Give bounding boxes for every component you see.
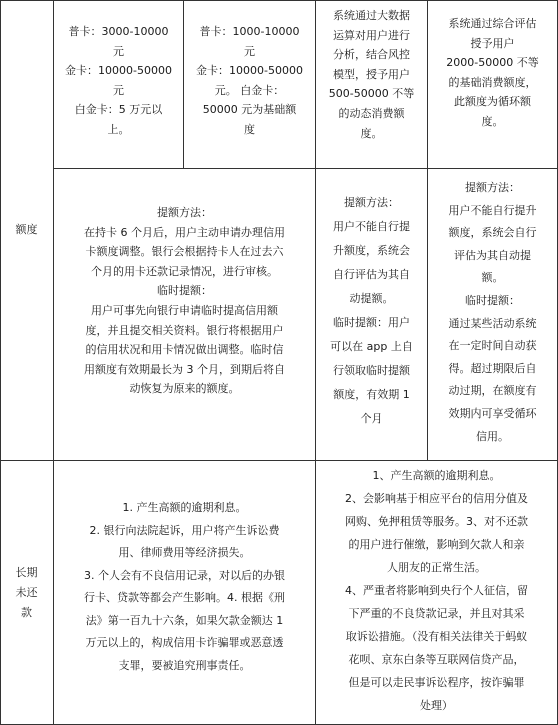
text-line: 可以在 app 上自 [330,340,413,353]
label-lines [16,563,38,623]
text-line: 效期内可享受循环 [448,406,537,420]
text-line: 动过期，在额度有 [448,384,537,398]
quota-tier-bank-basic [54,0,184,169]
text-line: 度 [244,122,255,136]
quota-tier-huabei [316,0,428,169]
text-line: 用、律师费用等经济损失。 [118,546,251,559]
text-line: 行领取临时提额 [333,364,410,377]
text-line: 元 [244,44,255,58]
text-line: 度。 [360,126,383,140]
text-line: 取诉讼措施。（没有相关法律关于蚂蚁 [345,630,528,643]
text-line: 授予用户 [470,36,515,50]
text-line: 2. 银行向法院起诉，用户将产生诉讼费 [89,523,280,537]
text-line: 用户不能自行提 [333,220,410,233]
text-line: 个月的用卡还款记录情况，进行审核。 [91,264,278,278]
text-line: 上。 [107,122,130,136]
text-line: 的信用状况和用卡情况做出调整。临时信 [85,343,284,357]
text-line: 1、产生高额的逾期利息。 [372,469,501,482]
overdue-lines [58,497,311,677]
text-line: 500-50000 不等 [328,87,415,101]
text-line: 度，并且提交相关资料。银行将根据用户 [85,323,284,337]
text-line: 额度，系统会自行 [448,226,537,240]
text-line: 元 [113,44,124,58]
raise-lines [319,191,424,431]
tier-lines [319,6,424,143]
text-line: 用户不能自行提升 [448,203,537,217]
text-line: 普卡：1000-10000 [199,25,300,38]
text-line: 信用。 [476,429,509,443]
text-line: 临时提额： [157,284,212,298]
text-line: 网购、免押租赁等服务。3、对不还款 [345,515,528,528]
text-line: 的基础消费额度， [448,75,537,89]
text-line: 元 [113,83,124,97]
text-line: 额度，有效期 1 [333,388,410,401]
text-line: 临时提额：用户 [333,316,410,329]
text-line: 额。 [481,271,504,285]
text-line: 升额度，系统会 [333,244,410,257]
text-line: 2、会影响基于相应平台的信用分值及 [345,492,528,505]
text-line: 提额方法： [157,206,212,219]
text-line: 提额方法： [344,196,399,209]
text-line: 法》第一百九十六条，如果欠款金额达 1 [85,613,284,627]
text-line: 模型，授予用户 [333,67,410,81]
text-line: 白金卡：5 万元以 [74,103,163,117]
tier-lines [431,14,554,132]
text-line: 3. 个人会有不良信用记录，对以后的办银 [84,568,285,582]
row-label-quota: 额度 [0,0,54,461]
text-line: 提额方法： [465,181,520,194]
quota-raise-baitiao [428,169,558,461]
text-line: 但是可以走民事诉讼程序，按诈骗罪 [348,676,525,689]
text-line: 普卡：3000-10000 [68,25,169,38]
text-line: 通过某些活动系统 [448,316,537,330]
quota-raise-bank [54,169,316,461]
text-line: 临时提额： [465,293,520,307]
text-line: 用额度有效期最长为 3 个月，到期后将自 [84,362,285,376]
text-line: 款 [21,605,32,619]
text-line: 元。 白金卡： [214,83,285,97]
text-line: 行卡、贷款等都会产生影响。4. 根据《刑 [84,591,285,604]
text-line: 长期 [15,565,38,579]
tier-lines [58,22,179,140]
text-line: 处理） [420,699,453,712]
text-line: 2000-50000 不等 [446,56,539,70]
text-line: 运算对用户进行 [333,28,410,42]
text-line: 个月 [360,412,383,425]
text-line: 的动态消费额 [338,106,405,120]
text-line: 评估为其自动提 [454,248,531,262]
text-line: 系统通过大数据 [333,9,410,22]
text-line: 万元以上的，构成信用卡诈骗罪或恶意透 [85,636,284,649]
text-line: 在持卡 6 个月后，用户主动申请办理信用 [84,225,285,239]
text-line: 支罪，要被追究刑事责任。 [118,658,251,672]
raise-lines [58,203,311,399]
text-line: 人朋友的正常生活。 [387,561,486,574]
text-line: 金卡：10000-50000 [196,64,303,78]
text-line: 未还 [15,585,38,599]
tier-lines [188,22,311,140]
text-line: 下严重的不良贷款记录，并且对其采 [348,607,525,620]
text-line: 分析，结合风控 [333,48,410,62]
text-line: 50000 元为基础额 [202,103,297,117]
text-line: 用户可事先向银行申请临时提高信用额 [91,303,278,317]
overdue-lines [319,464,554,717]
quota-tier-baitiao [428,0,558,169]
text-line: 在一定时间自动获 [448,339,537,353]
raise-lines [431,177,554,448]
row-label-overdue [0,461,54,725]
text-line: 度。 [481,114,504,128]
text-line: 的用户进行催缴，影响到欠款人和亲 [348,538,525,551]
overdue-consequences-bank [54,461,316,725]
text-line: 此额度为循环额 [454,95,531,109]
text-line: 得。超过期限后自 [448,361,537,375]
text-line: 卡额度调整。银行会根据持卡人在过去六 [85,245,284,259]
text-line: 花呗、京东白条等互联网信贷产品， [348,653,525,666]
text-line: 4、严重者将影响到央行个人征信，留 [345,584,528,597]
overdue-consequences-online [316,461,558,725]
text-line: 1. 产生高额的逾期利息。 [122,501,247,514]
text-line: 自行评估为其自 [333,268,410,281]
text-line: 动提额。 [349,292,394,305]
text-line: 系统通过综合评估 [448,17,537,30]
quota-raise-huabei [316,169,428,461]
text-line: 动恢复为原来的额度。 [129,382,240,396]
text-line: 金卡：10000-50000 [65,64,172,78]
quota-tier-bank-other [184,0,316,169]
